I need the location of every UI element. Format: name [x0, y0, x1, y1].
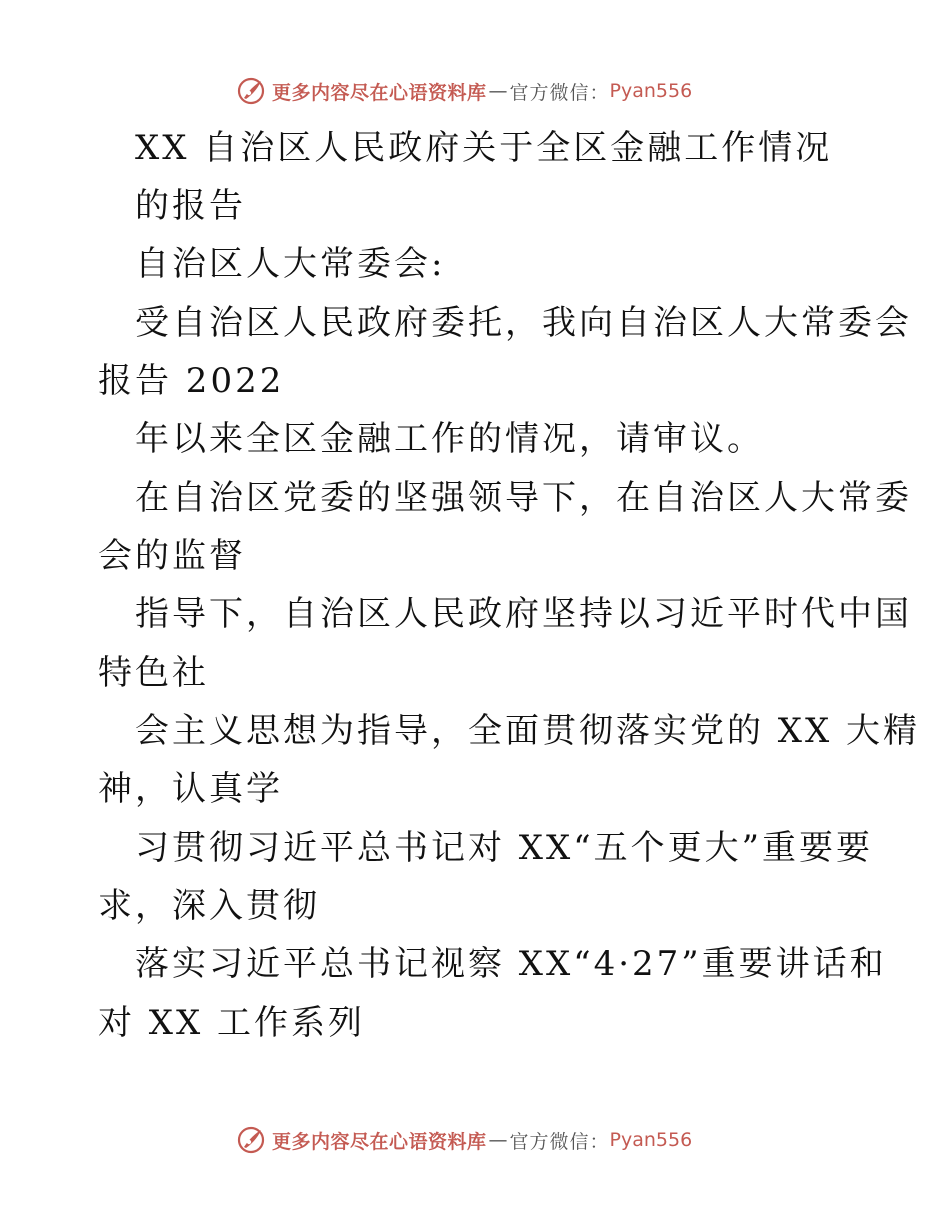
paragraph-line: 会主义思想为指导，全面贯彻落实党的 XX 大精	[135, 711, 921, 751]
paragraph-line: 落实习近平总书记视察 XX“4·27”重要讲话和	[135, 944, 887, 984]
paragraph-line: 特色社	[98, 653, 209, 693]
salutation: 自治区人大常委会:	[135, 244, 446, 284]
quill-logo-icon	[236, 1125, 266, 1155]
paragraph-line: 神，认真学	[98, 769, 283, 809]
document-title-line-1: XX 自治区人民政府关于全区金融工作情况	[135, 128, 833, 168]
paragraph-line: 对 XX 工作系列	[98, 1003, 366, 1043]
watermark-id: Pyan556	[609, 80, 693, 102]
watermark-brand: 更多内容尽在心语资料库	[272, 1130, 487, 1153]
watermark-header	[236, 73, 692, 109]
watermark-label: 官方微信：	[509, 81, 610, 104]
paragraph-line: 会的监督	[98, 536, 246, 576]
watermark-id: Pyan556	[609, 1129, 693, 1151]
quill-logo-icon	[236, 76, 266, 106]
document-title-line-2: 的报告	[135, 186, 246, 226]
watermark-dash: —	[488, 1129, 508, 1151]
paragraph-line: 在自治区党委的坚强领导下，在自治区人大常委	[135, 478, 912, 518]
watermark-footer	[236, 1122, 692, 1158]
paragraph-line: 求，深入贯彻	[98, 886, 320, 926]
paragraph-line: 年以来全区金融工作的情况，请审议。	[135, 419, 764, 459]
watermark-dash: —	[488, 80, 508, 102]
watermark-brand: 更多内容尽在心语资料库	[272, 81, 487, 104]
paragraph-line: 指导下，自治区人民政府坚持以习近平时代中国	[135, 594, 912, 634]
paragraph-line: 习贯彻习近平总书记对 XX“五个更大”重要要	[135, 828, 873, 868]
paragraph-line: 报告 2022	[98, 361, 285, 401]
paragraph-line: 受自治区人民政府委托，我向自治区人大常委会	[135, 303, 912, 343]
watermark-label: 官方微信：	[509, 1130, 610, 1153]
